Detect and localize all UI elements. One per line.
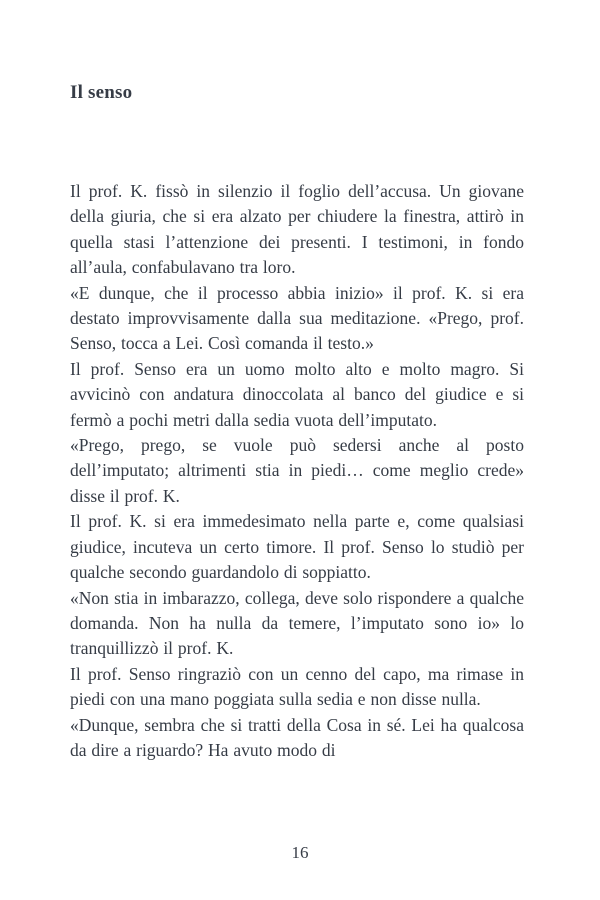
page-number: 16: [291, 843, 309, 862]
paragraph: «Dunque, sembra che si tratti della Cosa in sé. Lei ha qualcosa da dire a riguardo? Ha avuto modo di: [70, 714, 524, 760]
paragraph: «Prego, prego, se vuole può sedersi anche al posto dell’imputato; altrimenti stia in piedi… come meglio crede» disse il prof. K.: [70, 435, 524, 506]
paragraph: «E dunque, che il processo abbia inizio» il prof. K. si era destato improvvisamente dalla sua meditazione. «Prego, prof. Senso, tocca a Lei. Così comanda il testo.»: [70, 282, 524, 354]
paragraph: Il prof. K. si era immedesimato nella parte e, come qualsiasi giudice, incuteva un certo timore. Il prof. Senso lo studiò per qualche secondo guardandolo di soppiatto.: [70, 511, 524, 583]
body-text: [70, 179, 524, 763]
paragraph: Il prof. Senso ringraziò con un cenno del capo, ma rimase in piedi con una mano poggiata sulla sedia e non disse nulla.: [70, 663, 524, 710]
paragraph: Il prof. Senso era un uomo molto alto e molto magro. Si avvicinò con andatura dinoccolata al banco del giudice e si fermò a pochi metri dalla sedia vuota dell’imputato.: [70, 358, 524, 430]
paragraph: «Non stia in imbarazzo, collega, deve solo rispondere a qualche domanda. Non ha nulla da temere, l’imputato sono io» lo tranquillizzò il prof. K.: [70, 587, 524, 659]
paragraph: Il prof. K. fissò in silenzio il foglio dell’accusa. Un giovane della giuria, che si era alzato per chiudere la finestra, attirò in quella stasi l’attenzione dei presenti. I testimoni, in fondo all’aula, confabulavano tra loro.: [70, 181, 524, 278]
chapter-title: Il senso: [70, 82, 133, 103]
